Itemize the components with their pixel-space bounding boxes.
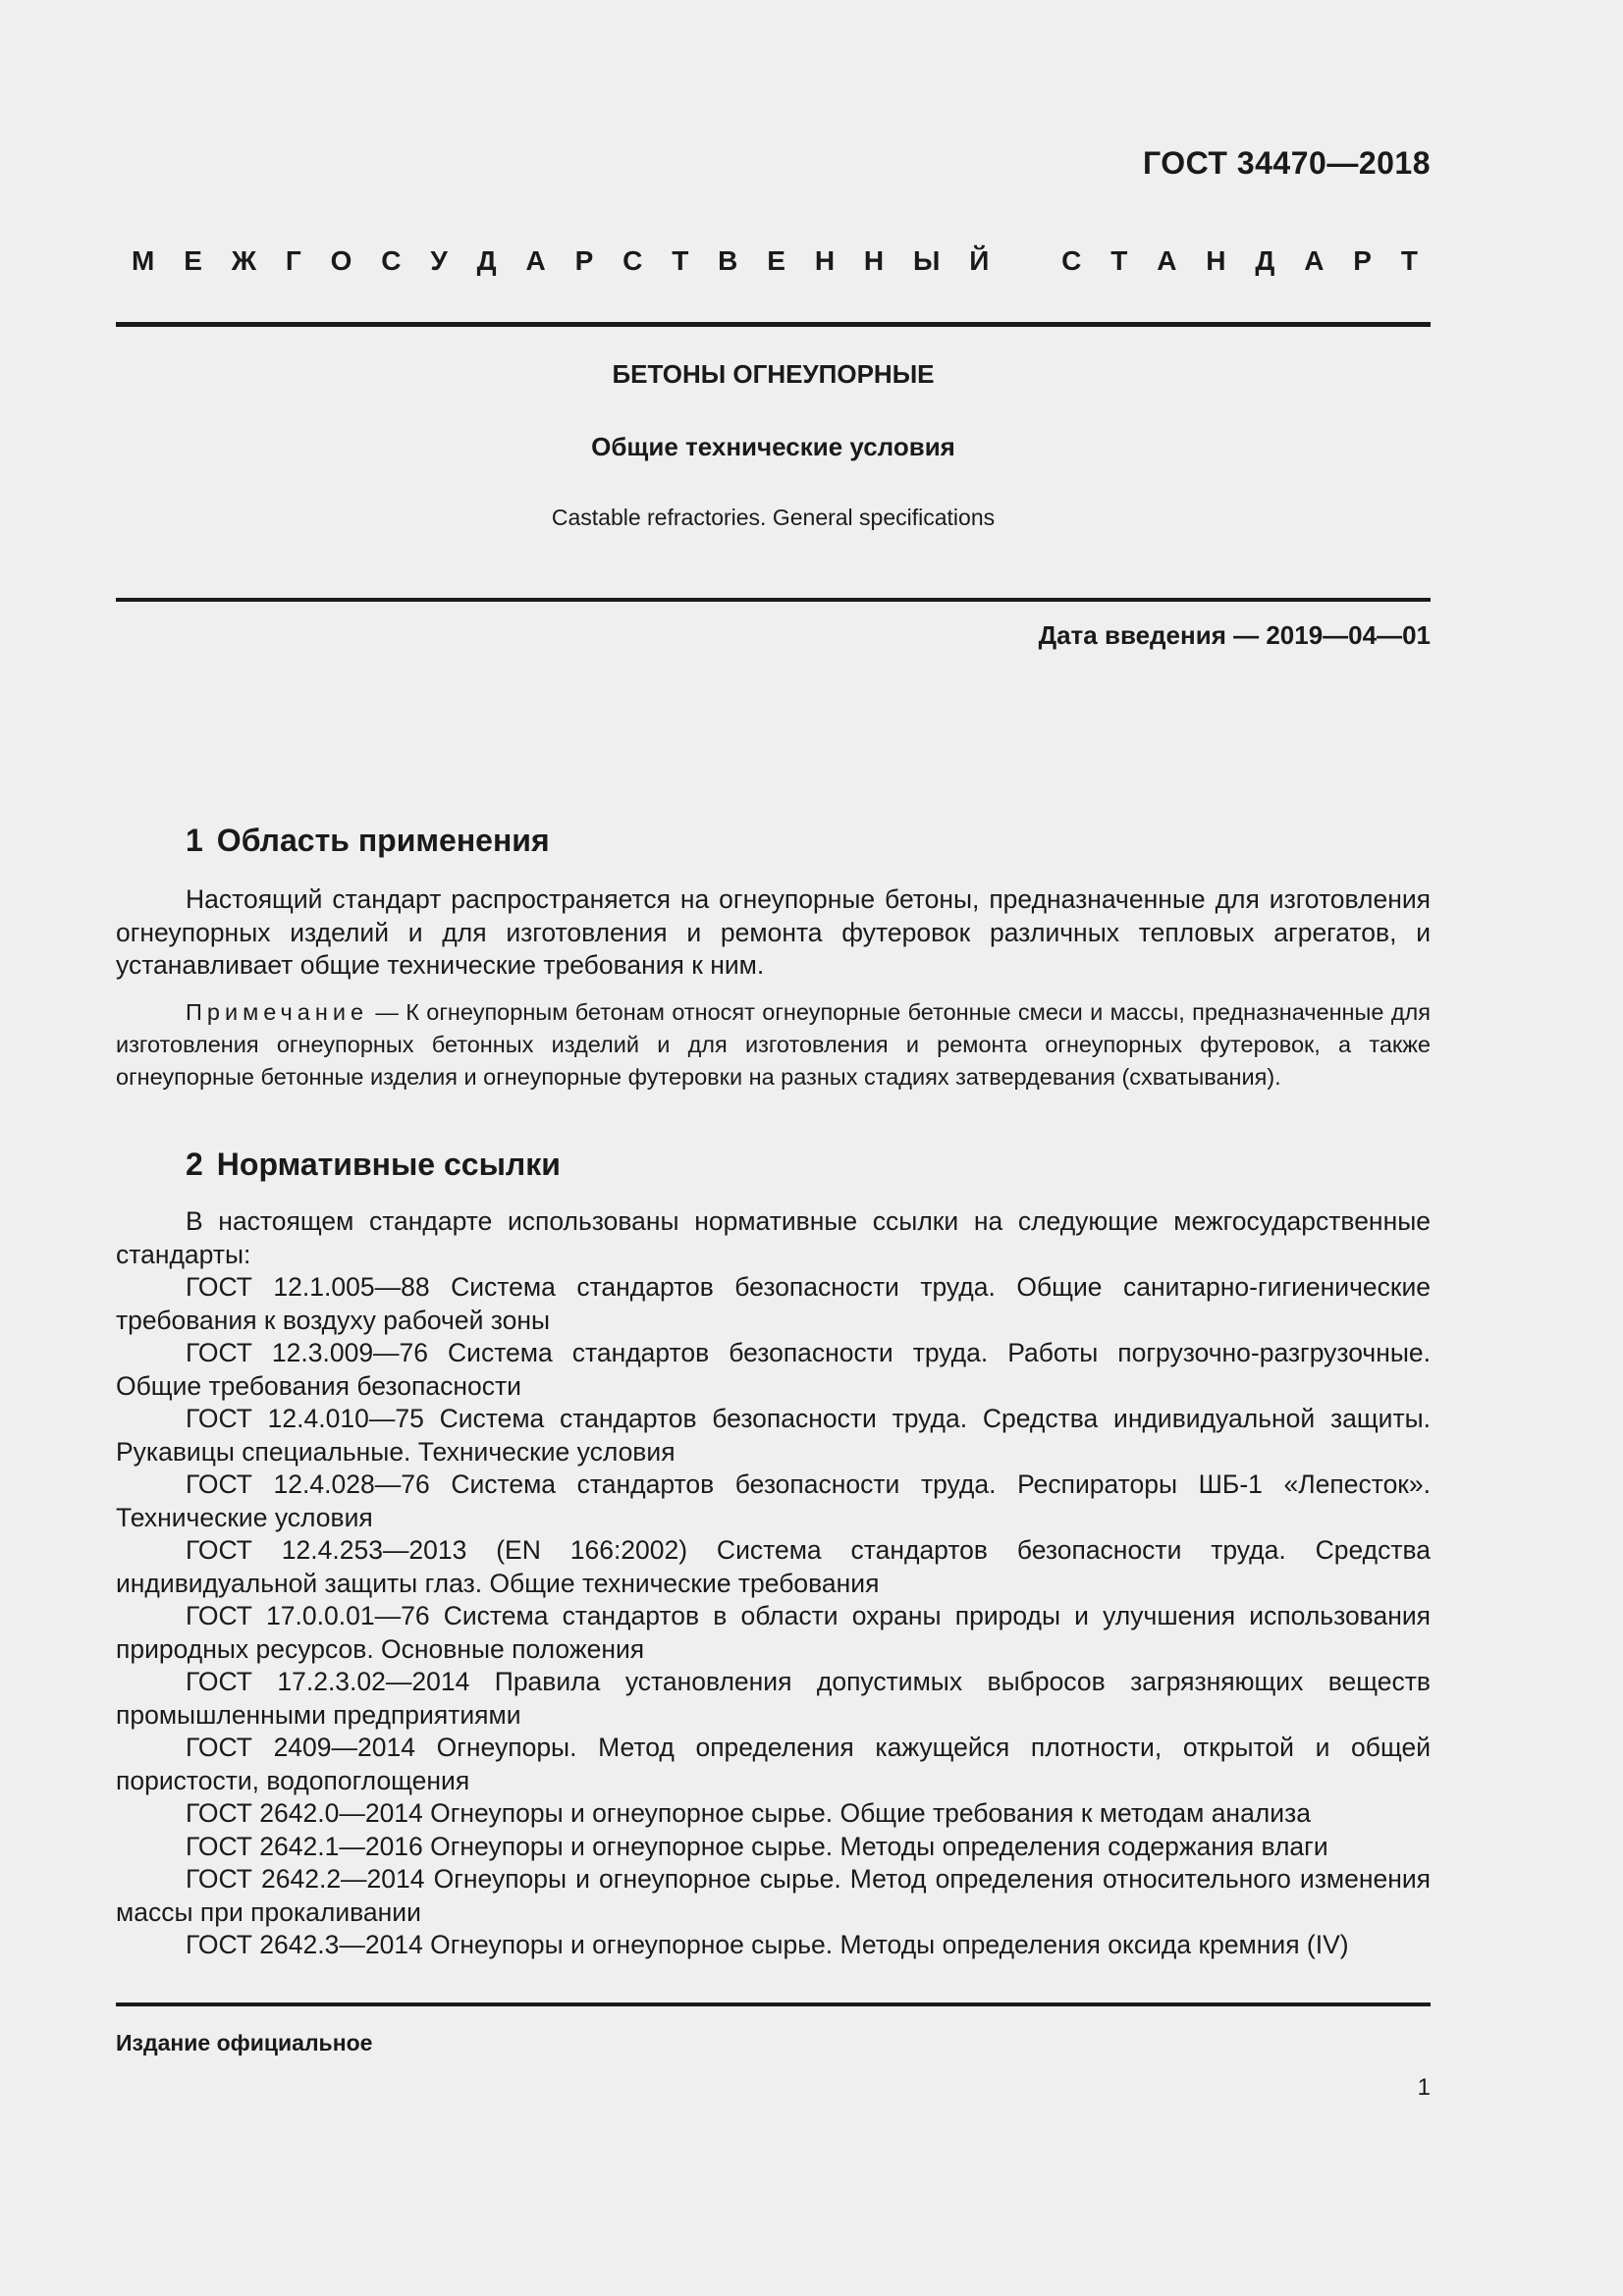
banner-letter: Е: [767, 245, 785, 276]
document-subtitle: Общие технические условия: [591, 432, 955, 461]
english-title: Castable refractories. General specifications: [551, 505, 996, 530]
footer-rule: [116, 2002, 1431, 2006]
reference-item: ГОСТ 2642.3—2014 Огнеупоры и огнеупорное сырье. Методы определения оксида кремния (IV): [186, 1930, 1349, 1959]
section-2-number: 2: [186, 1147, 203, 1182]
banner-letter: Т: [672, 245, 689, 276]
banner-letter: С: [1061, 245, 1082, 276]
section-2-heading: [186, 1147, 561, 1183]
banner-letter: Й: [969, 245, 990, 276]
reference-item: ГОСТ 12.4.028—76 Система стандартов безопасности труда. Респираторы ШБ-1 «Лепесток». Технические условия: [116, 1469, 1431, 1532]
normative-references: [116, 1205, 1431, 1962]
reference-item: ГОСТ 2642.1—2016 Огнеупоры и огнеупорное сырье. Методы определения содержания влаги: [186, 1831, 1328, 1861]
reference-item: ГОСТ 12.1.005—88 Система стандартов безопасности труда. Общие санитарно-гигиенические требования к воздуху рабочей зоны: [116, 1272, 1431, 1335]
banner-letter: Д: [476, 245, 497, 276]
banner-letter: Д: [1255, 245, 1275, 276]
banner-letter: Н: [1206, 245, 1226, 276]
banner-letter: О: [330, 245, 352, 276]
section-1-body: [116, 883, 1431, 983]
section-1-paragraph: Настоящий стандарт распространяется на огнеупорные бетоны, предназначенные для изготовления огнеупорных изделий и для изготовления и ремонта футеровок различных тепловых агрегатов, и устанавливает общие технические требования к ним.: [116, 884, 1431, 980]
title-rule: [116, 598, 1431, 602]
reference-item: ГОСТ 2642.2—2014 Огнеупоры и огнеупорное сырье. Метод определения относительного изменения массы при прокаливании: [116, 1864, 1431, 1927]
section-1-heading: [186, 823, 550, 859]
interstate-standard-banner: [132, 245, 1418, 277]
banner-letter: Е: [184, 245, 202, 276]
banner-letter: Г: [285, 245, 301, 276]
banner-letter: Р: [1353, 245, 1372, 276]
header-rule: [116, 322, 1431, 327]
banner-letter: Р: [574, 245, 594, 276]
banner-letter: Т: [1400, 245, 1418, 276]
banner-letter: Ы: [913, 245, 941, 276]
reference-item: ГОСТ 12.4.253—2013 (EN 166:2002) Система стандартов безопасности труда. Средства индивидуальной защиты глаз. Общие технические требования: [116, 1535, 1431, 1598]
banner-letter: А: [1157, 245, 1177, 276]
note-text: — К огнеупорным бетонам относят огнеупорные бетонные смеси и массы, предназначенные для изготовления огнеупорных бетонных изделий и для изготовления и ремонта огнеупорных футеровок, а также огнеупорные бетонные изделия и огнеупорные футеровки на разных стадиях затвердевания (схватывания).: [116, 999, 1431, 1090]
banner-letter: С: [381, 245, 402, 276]
banner-letter: Н: [814, 245, 836, 276]
banner-letter: Ж: [231, 245, 257, 276]
document-title: БЕТОНЫ ОГНЕУПОРНЫЕ: [612, 359, 935, 389]
section-1-number: 1: [186, 823, 203, 858]
reference-item: ГОСТ 12.4.010—75 Система стандартов безопасности труда. Средства индивидуальной защиты. Рукавицы специальные. Технические условия: [116, 1404, 1431, 1467]
standard-number: ГОСТ 34470—2018: [1142, 145, 1431, 181]
page-number: 1: [1417, 2074, 1431, 2101]
reference-item: ГОСТ 2642.0—2014 Огнеупоры и огнеупорное сырье. Общие требования к методам анализа: [186, 1798, 1311, 1828]
section-2-title: Нормативные ссылки: [216, 1147, 561, 1182]
reference-item: ГОСТ 17.0.0.01—76 Система стандартов в области охраны природы и улучшения использования природных ресурсов. Основные положения: [116, 1601, 1431, 1664]
reference-item: ГОСТ 2409—2014 Огнеупоры. Метод определения кажущейся плотности, открытой и общей пористости, водопоглощения: [116, 1733, 1431, 1795]
banner-letter: Т: [1110, 245, 1128, 276]
section-1-title: Область применения: [216, 823, 550, 858]
banner-letter: [1018, 245, 1032, 277]
official-edition-label: Издание официальное: [116, 2030, 373, 2056]
banner-letter: В: [718, 245, 738, 276]
banner-letter: Н: [863, 245, 885, 276]
introduction-date: Дата введения — 2019—04—01: [1038, 620, 1431, 650]
banner-letter: А: [1304, 245, 1325, 276]
banner-letter: С: [622, 245, 643, 276]
reference-item: ГОСТ 12.3.009—76 Система стандартов безопасности труда. Работы погрузочно-разгрузочные. Общие требования безопасности: [116, 1338, 1431, 1401]
references-intro: В настоящем стандарте использованы нормативные ссылки на следующие межгосударственные стандарты:: [116, 1206, 1431, 1269]
banner-letter: М: [132, 245, 155, 276]
section-1-note: [116, 996, 1431, 1094]
banner-letter: А: [525, 245, 546, 276]
note-label: Примечание: [186, 999, 369, 1025]
reference-item: ГОСТ 17.2.3.02—2014 Правила установления допустимых выбросов загрязняющих веществ промышленными предприятиями: [116, 1667, 1431, 1730]
banner-letter: У: [430, 245, 448, 276]
